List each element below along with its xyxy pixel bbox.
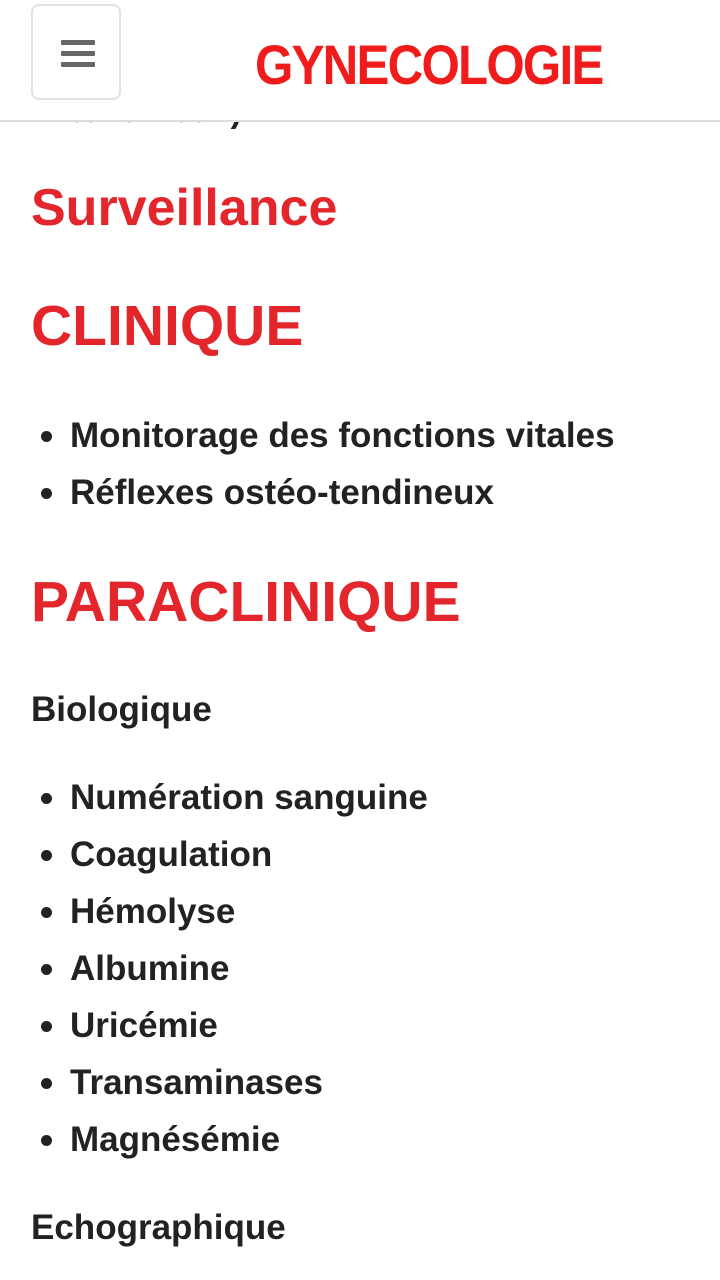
menu-button[interactable] <box>31 4 121 100</box>
list-item: Transaminases <box>31 1054 428 1111</box>
site-header <box>0 0 720 122</box>
section-heading-surveillance: Surveillance <box>31 179 338 237</box>
clinique-list <box>31 407 615 521</box>
list-item: Monitorage des fonctions vitales <box>31 407 615 464</box>
list-item: Réflexes ostéo-tendineux <box>31 464 615 521</box>
section-heading-paraclinique: PARACLINIQUE <box>31 570 461 634</box>
subheading-echographique: Echographique <box>31 1208 286 1247</box>
list-item: Coagulation <box>31 826 428 883</box>
list-item: Magnésémie <box>31 1111 428 1168</box>
list-item: Numération sanguine <box>31 769 428 826</box>
site-title[interactable]: GYNECOLOGIE <box>255 33 603 96</box>
list-item: Albumine <box>31 940 428 997</box>
section-heading-clinique: CLINIQUE <box>31 294 304 358</box>
biologique-list <box>31 769 428 1168</box>
subheading-biologique: Biologique <box>31 690 212 729</box>
hamburger-menu-icon <box>61 40 95 66</box>
list-item: Hémolyse <box>31 883 428 940</box>
list-item: Uricémie <box>31 997 428 1054</box>
